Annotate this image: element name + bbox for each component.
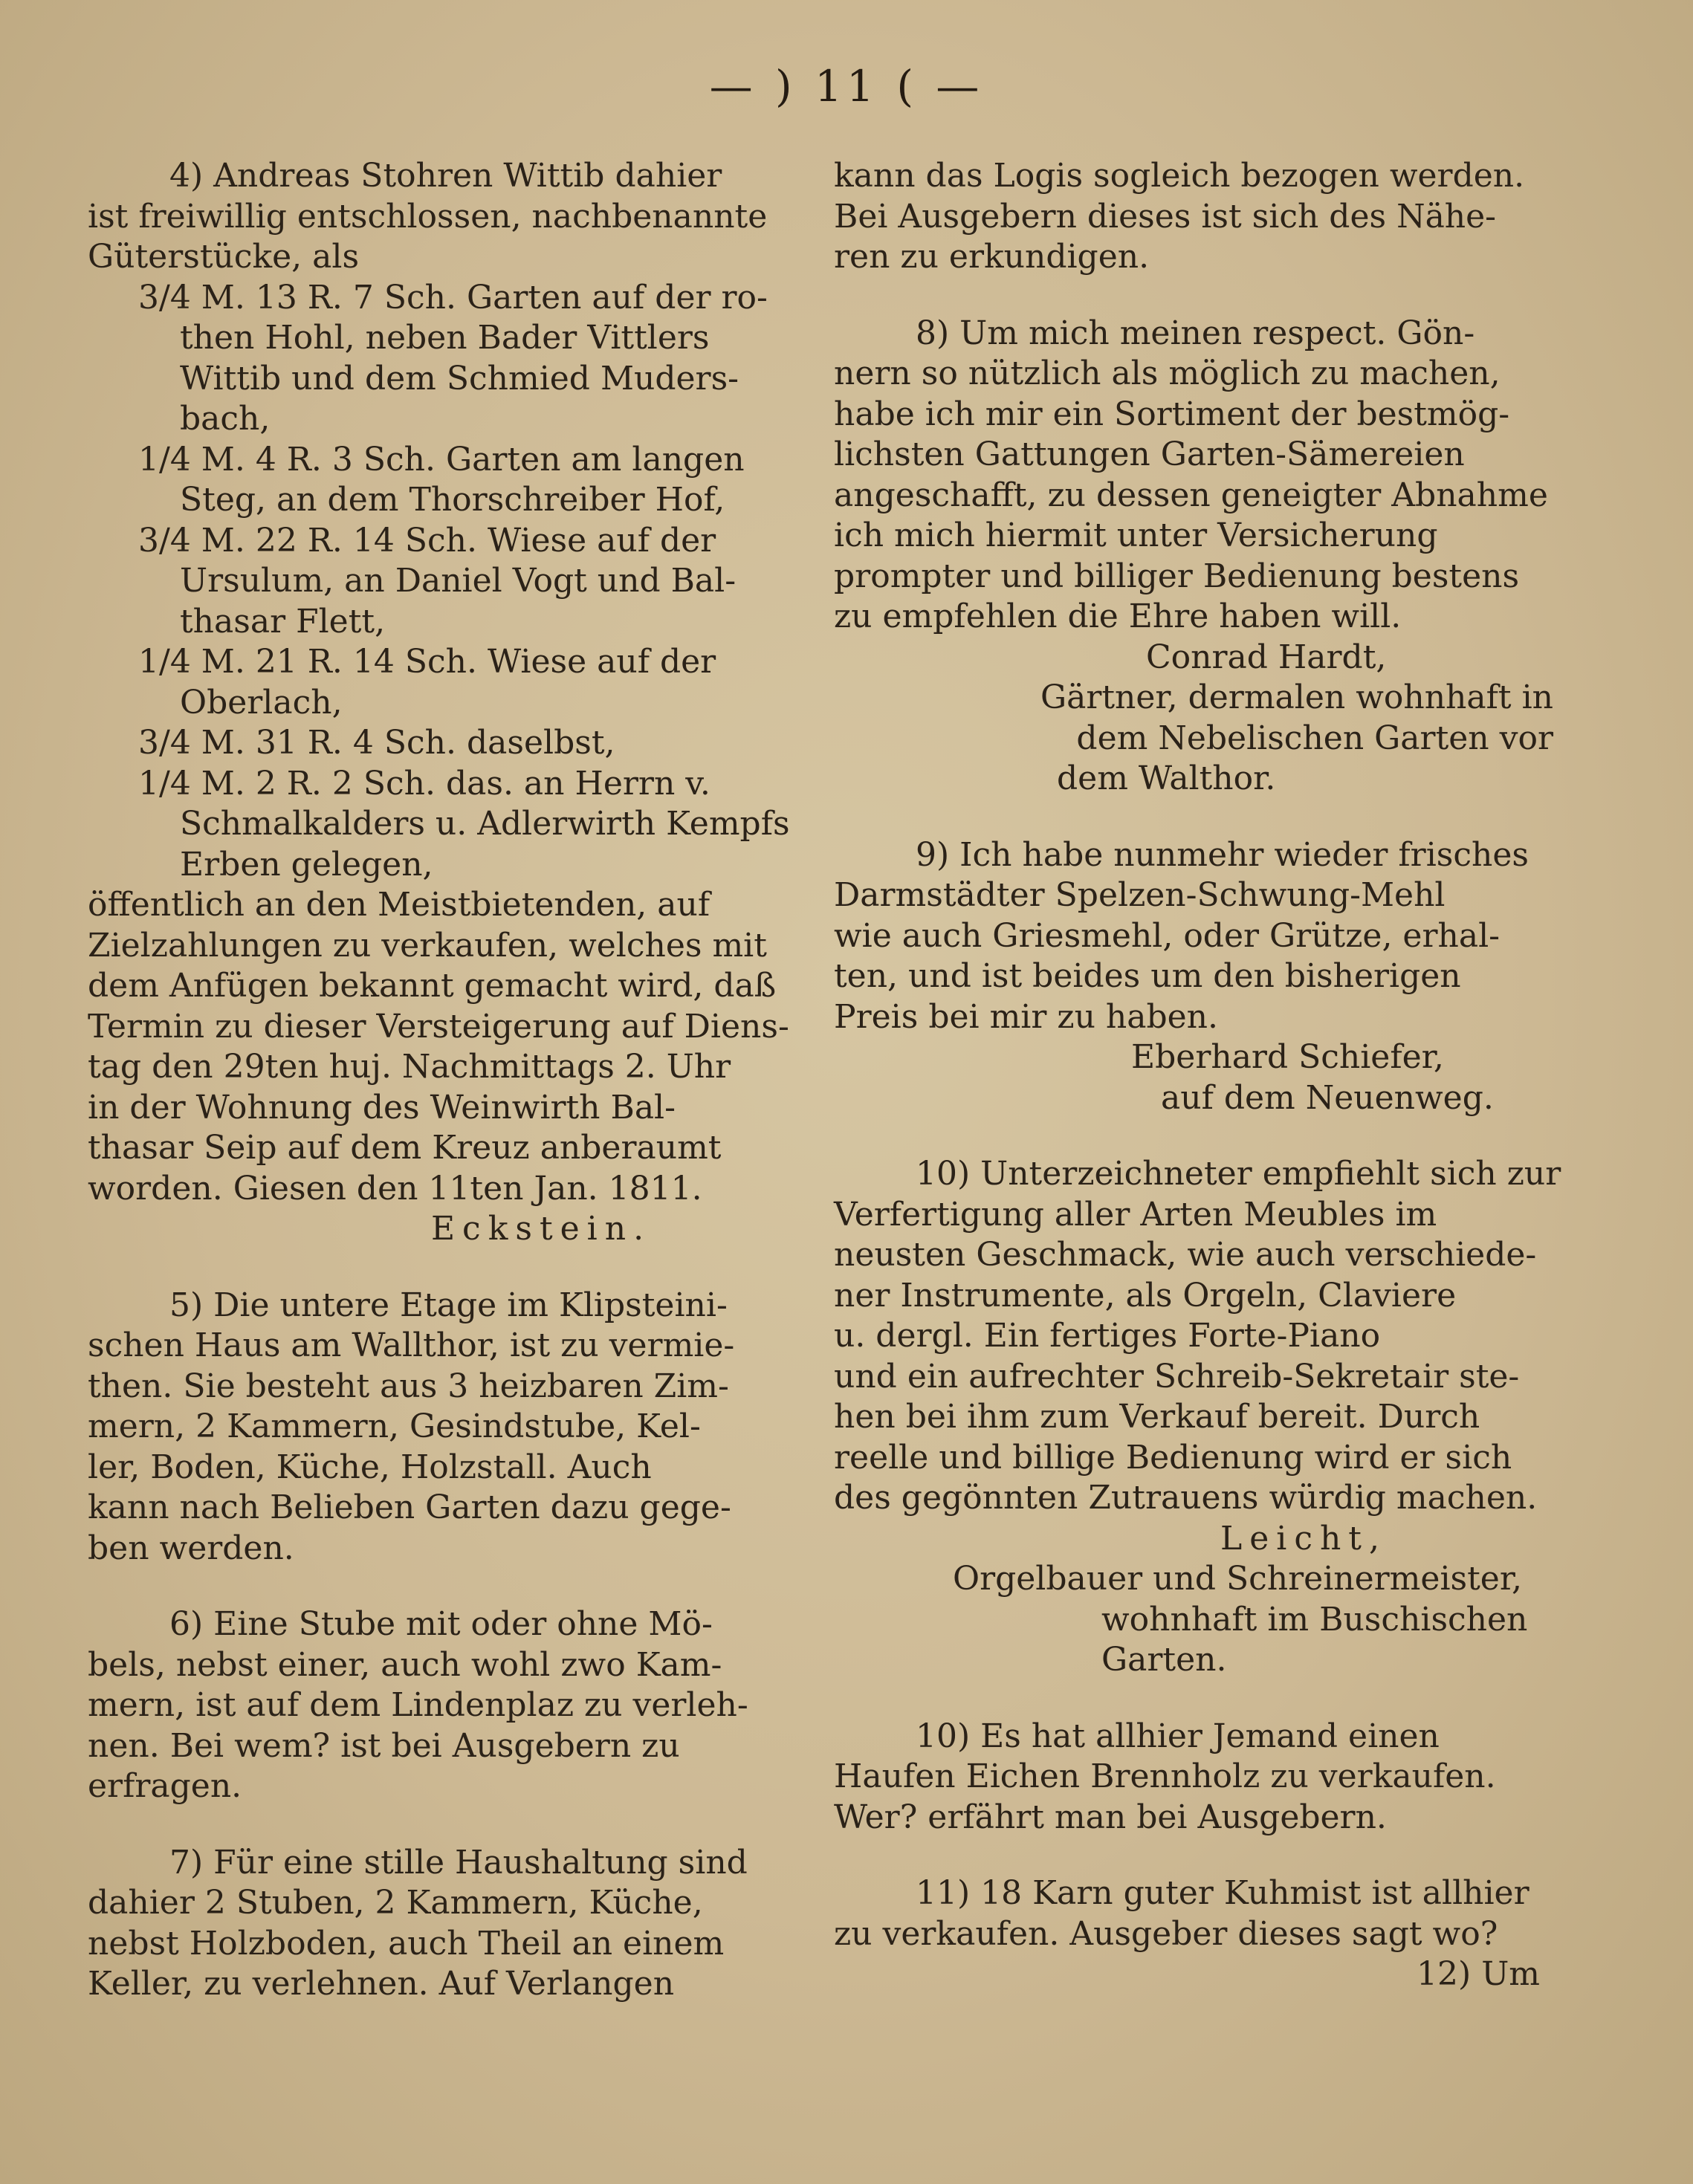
notice-line: nern so nützlich als möglich zu machen, [834,354,1501,392]
signature-line: dem Nebelischen Garten vor [1076,719,1553,757]
property-line: 3/4 M. 22 R. 14 Sch. Wiese auf der [138,521,716,560]
notice-line: Darmstädter Spelzen-Schwung-Mehl [834,876,1446,914]
signature-line: Garten. [1101,1641,1227,1679]
notice-11 [834,1873,1553,1995]
property-line: 3/4 M. 13 R. 7 Sch. Garten auf der ro- [138,278,768,317]
notice-line: reelle und billige Bedienung wird er sich [834,1438,1512,1477]
property-line: 1/4 M. 21 R. 14 Sch. Wiese auf der [138,643,716,681]
notice-line: Preis bei mir zu haben. [834,997,1218,1036]
notice-line: ten, und ist beides um den bisherigen [834,957,1461,995]
property-item [88,764,801,886]
notice-line: 10) Unterzeichneter empfiehlt sich zur [916,1155,1561,1193]
notice-line: wie auch Griesmehl, oder Grütze, erhal- [834,916,1501,955]
signature-line: dem Walthor. [1057,759,1276,797]
property-line: 1/4 M. 2 R. 2 Sch. das. an Herrn v. [138,764,710,803]
property-line: Wittib und dem Schmied Muders- [180,359,739,398]
notice-line: erfragen. [88,1767,242,1805]
notice-line: angeschafft, zu dessen geneigter Abnahme [834,476,1548,514]
notice-line: kann nach Belieben Garten dazu gege- [88,1488,731,1526]
notice-line: in der Wohnung des Weinwirth Bal- [88,1088,676,1127]
notice-line: tag den 29ten huj. Nachmittags 2. Uhr [88,1048,731,1086]
notice-5 [88,1286,801,1569]
notice-line: neusten Geschmack, wie auch verschiede- [834,1236,1537,1274]
property-line: Erben gelegen, [180,845,433,884]
notice-line: hen bei ihm zum Verkauf bereit. Durch [834,1398,1480,1436]
notice-line: 4) Andreas Stohren Wittib dahier [169,157,722,195]
property-item [88,521,801,643]
notice-line: lichsten Gattungen Garten-Sämereien [834,435,1465,473]
notice-line: then. Sie besteht aus 3 heizbaren Zim- [88,1367,729,1405]
notice-line: 6) Eine Stube mit oder ohne Mö- [169,1605,713,1643]
property-line: bach, [180,400,271,438]
notice-line: ner Instrumente, als Orgeln, Claviere [834,1276,1457,1315]
notice-7-continued [834,156,1553,278]
notice-line: öffentlich an den Meistbietenden, auf [88,886,710,924]
notice-10b [834,1717,1553,1838]
notice-line: thasar Seip auf dem Kreuz anberaumt [88,1129,722,1167]
signature-name: Eberhard Schiefer, [1131,1038,1444,1076]
notice-line: ben werden. [88,1529,294,1567]
property-line: Ursulum, an Daniel Vogt und Bal- [180,562,737,600]
notice-line: 9) Ich habe nunmehr wieder frisches [916,835,1529,874]
notice-line: kann das Logis sogleich bezogen werden. [834,157,1525,195]
notice-line: Haufen Eichen Brennholz zu verkaufen. [834,1757,1496,1795]
notice-line: Zielzahlungen zu verkaufen, welches mit [88,926,767,965]
notice-4 [88,156,801,1250]
signature-line: auf dem Neuenweg. [1161,1078,1494,1117]
notice-line: des gegönnten Zutrauens würdig machen. [834,1479,1538,1517]
property-item [88,642,801,723]
notice-7 [88,1843,801,2005]
property-line: thasar Flett, [180,602,386,641]
notice-line: ist freiwillig entschlossen, nachbenannte [88,197,768,236]
notice-line: 8) Um mich meinen respect. Gön- [916,314,1475,352]
notice-line: 10) Es hat allhier Jemand einen [916,1717,1440,1755]
notice-line: schen Haus am Wallthor, ist zu vermie- [88,1326,735,1364]
signature-line: Orgelbauer und Schreinermeister, [953,1560,1523,1598]
notice-line: u. dergl. Ein fertiges Forte-Piano [834,1317,1381,1355]
notice-line: Güterstücke, als [88,238,360,276]
property-line: Schmalkalders u. Adlerwirth Kempfs [180,805,790,843]
notice-line: Verfertigung aller Arten Meubles im [834,1195,1437,1234]
notice-line: 11) 18 Karn guter Kuhmist ist allhier [916,1874,1529,1912]
right-column [834,156,1561,1995]
notice-line: dahier 2 Stuben, 2 Kammern, Küche, [88,1884,703,1922]
property-line: Steg, an dem Thorschreiber Hof, [180,481,725,519]
signature-name: Conrad Hardt, [1146,638,1387,676]
page-number-header: — ) 11 ( — [709,61,984,111]
notice-line: Termin zu dieser Versteigerung auf Diens- [88,1007,789,1046]
notice-line: prompter und billiger Bedienung bestens [834,557,1520,595]
signature-name: Leicht, [1220,1519,1387,1558]
signature: Eckstein. [430,1210,652,1248]
signature-line: wohnhaft im Buschischen [1101,1600,1528,1639]
notice-line: ren zu erkundigen. [834,238,1150,276]
property-line: Oberlach, [180,683,343,722]
signature-line: Gärtner, dermalen wohnhaft in [1040,678,1553,716]
notice-line: bels, nebst einer, auch wohl zwo Kam- [88,1645,722,1684]
notice-line: 7) Für eine stille Haushaltung sind [169,1843,748,1882]
notice-line: Wer? erfährt man bei Ausgebern. [834,1798,1387,1836]
notice-line: Bei Ausgebern dieses ist sich des Nähe- [834,197,1497,236]
property-item [88,723,801,764]
notice-9 [834,835,1553,1119]
notice-line: nebst Holzboden, auch Theil an einem [88,1924,725,1963]
notice-line: und ein aufrechter Schreib-Sekretair ste- [834,1357,1520,1396]
notice-line: dem Anfügen bekannt gemacht wird, daß [88,967,777,1005]
notice-line: mern, ist auf dem Lindenplaz zu verleh- [88,1686,748,1724]
property-item [88,278,801,440]
property-line: then Hohl, neben Bader Vittlers [180,319,710,357]
notice-line: zu verkaufen. Ausgeber dieses sagt wo? [834,1914,1498,1953]
notice-line: ich mich hiermit unter Versicherung [834,516,1438,554]
property-line: 3/4 M. 31 R. 4 Sch. daselbst, [138,724,615,762]
property-line: 1/4 M. 4 R. 3 Sch. Garten am langen [138,440,745,479]
property-item [88,440,801,521]
notice-line: worden. Giesen den 11ten Jan. 1811. [88,1169,702,1208]
notice-line: mern, 2 Kammern, Gesindstube, Kel- [88,1407,701,1445]
notice-line: zu empfehlen die Ehre haben will. [834,597,1402,635]
catchword: 12) Um [1417,1955,1540,1993]
notice-line: habe ich mir ein Sortiment der bestmög- [834,395,1510,433]
notice-line: 5) Die untere Etage im Klipsteini- [169,1286,728,1324]
notice-10a [834,1154,1561,1681]
notice-6 [88,1604,801,1807]
notice-8 [834,314,1553,800]
notice-line: Keller, zu verlehnen. Auf Verlangen [88,1965,675,2003]
notice-line: ler, Boden, Küche, Holzstall. Auch [88,1448,652,1486]
notice-line: nen. Bei wem? ist bei Ausgebern zu [88,1726,680,1765]
left-column [88,156,801,2041]
